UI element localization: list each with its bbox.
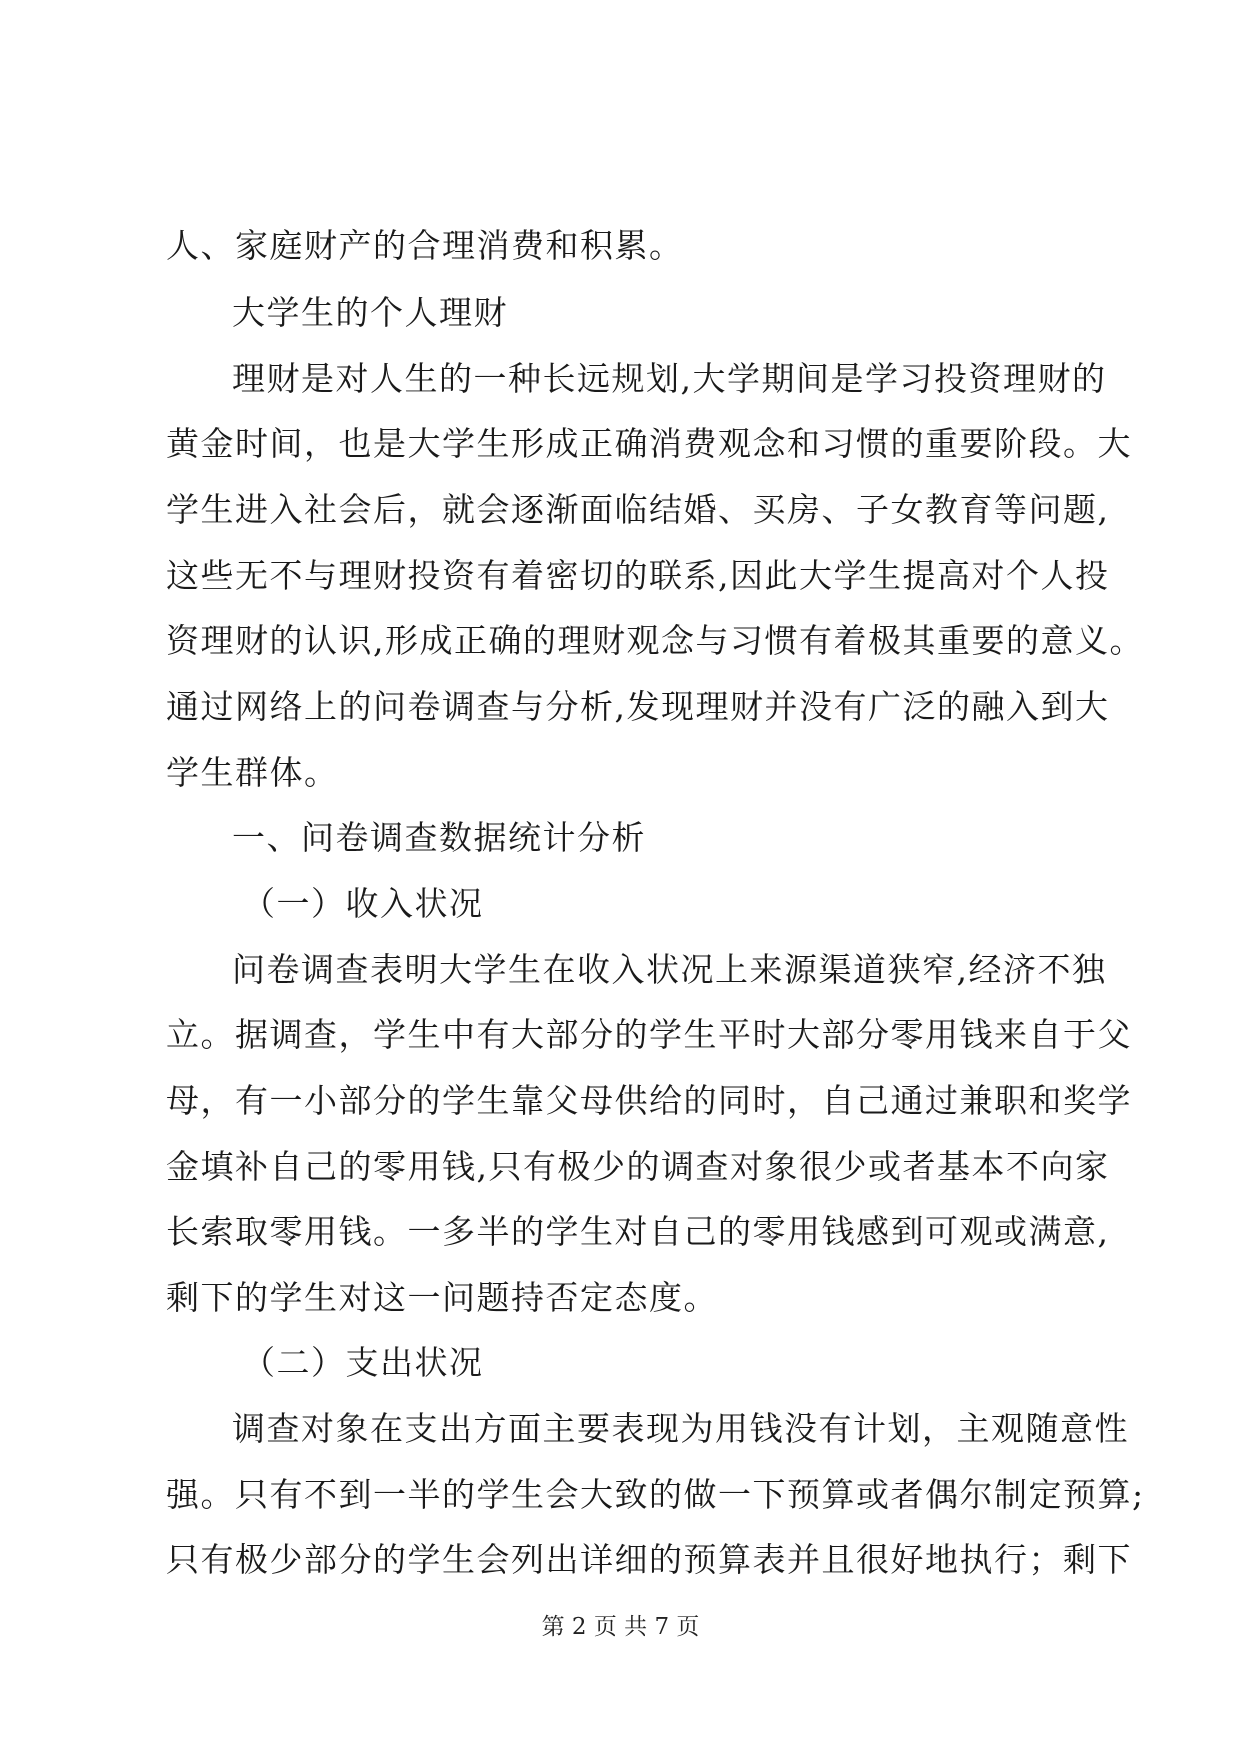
page-number-footer: 第 2 页 共 7 页 — [541, 1614, 700, 1640]
text-line: 金填补自己的零用钱,只有极少的调查对象很少或者基本不向家 — [166, 1147, 1110, 1186]
subsection-heading: （二）支出状况 — [242, 1343, 484, 1382]
text-line: 强。只有不到一半的学生会大致的做一下预算或者偶尔制定预算; — [166, 1475, 1145, 1514]
text-line: 剩下的学生对这一问题持否定态度。 — [166, 1278, 718, 1317]
text-line: 长索取零用钱。一多半的学生对自己的零用钱感到可观或满意, — [166, 1212, 1110, 1251]
text-line: 黄金时间，也是大学生形成正确消费观念和习惯的重要阶段。大 — [166, 424, 1132, 463]
text-line: 只有极少部分的学生会列出详细的预算表并且很好地执行；剩下 — [166, 1540, 1132, 1579]
text-line: 资理财的认识,形成正确的理财观念与习惯有着极其重要的意义。 — [166, 621, 1144, 660]
section-heading: 一、问卷调查数据统计分析 — [232, 818, 646, 857]
text-line: 这些无不与理财投资有着密切的联系,因此大学生提高对个人投 — [166, 556, 1110, 595]
text-line: 问卷调查表明大学生在收入状况上来源渠道狭窄,经济不独 — [232, 950, 1107, 989]
text-line: 母，有一小部分的学生靠父母供给的同时，自己通过兼职和奖学 — [166, 1081, 1132, 1120]
section-heading: 大学生的个人理财 — [232, 293, 508, 332]
text-line: 立。据调查，学生中有大部分的学生平时大部分零用钱来自于父 — [166, 1015, 1132, 1054]
text-line: 通过网络上的问卷调查与分析,发现理财并没有广泛的融入到大 — [166, 687, 1110, 726]
text-line: 学生群体。 — [166, 753, 339, 792]
subsection-heading: （一）收入状况 — [242, 884, 484, 923]
text-line: 调查对象在支出方面主要表现为用钱没有计划，主观随意性 — [232, 1409, 1129, 1448]
text-line: 理财是对人生的一种长远规划,大学期间是学习投资理财的 — [232, 359, 1107, 398]
text-line: 学生进入社会后，就会逐渐面临结婚、买房、子女教育等问题, — [166, 490, 1110, 529]
text-line: 人、家庭财产的合理消费和积累。 — [166, 226, 684, 265]
